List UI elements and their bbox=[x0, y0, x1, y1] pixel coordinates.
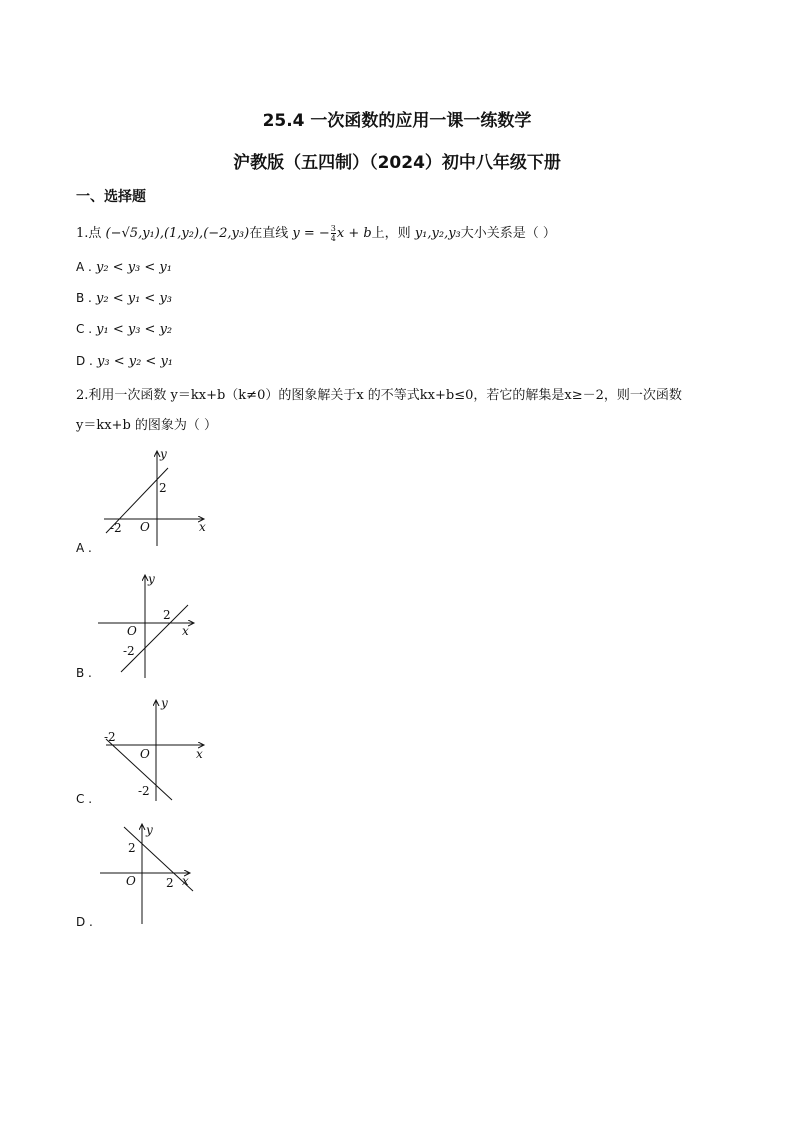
q1-option-b[interactable] bbox=[76, 291, 172, 306]
option-text: y₃ < y₂ < y₁ bbox=[97, 354, 173, 369]
option-text: y₁ < y₃ < y₂ bbox=[96, 322, 173, 337]
frac-denominator: 4 bbox=[330, 234, 336, 243]
x-intercept-label: -2 bbox=[104, 730, 116, 744]
y-intercept-label: 2 bbox=[159, 481, 167, 495]
origin-label: O bbox=[140, 747, 150, 761]
y-intercept-label: 2 bbox=[128, 841, 136, 855]
frac-numerator: 3 bbox=[330, 224, 336, 233]
x-intercept-label: -2 bbox=[110, 521, 122, 535]
q2-option-d-label[interactable]: D . bbox=[76, 915, 93, 929]
x-label: x bbox=[196, 747, 203, 761]
question-2-line2: y＝kx+b 的图象为（ ） bbox=[76, 418, 218, 433]
origin-label: O bbox=[126, 874, 136, 888]
q2-option-c-label[interactable]: C . bbox=[76, 792, 93, 806]
q1-points: (−√5,y₁),(1,y₂),(−2,y₃) bbox=[105, 226, 250, 241]
option-text: y₂ < y₁ < y₃ bbox=[96, 291, 172, 306]
y-intercept-label: -2 bbox=[138, 784, 150, 798]
x-label: x bbox=[182, 874, 189, 888]
x-intercept-label: 2 bbox=[166, 876, 174, 890]
option-label: D . bbox=[76, 354, 93, 368]
option-label: A . bbox=[76, 260, 92, 274]
origin-label: O bbox=[127, 624, 137, 638]
function-line bbox=[121, 605, 188, 672]
q1-line-prefix: y = − bbox=[292, 226, 330, 241]
question-2-line1: 2.利用一次函数 y＝kx+b（k≠0）的图象解关于x 的不等式kx+b≤0，若它的解集是x≥－2，则一次函数 bbox=[76, 388, 682, 403]
q1-mid: 在直线 bbox=[249, 226, 289, 241]
option-text: y₂ < y₃ < y₁ bbox=[95, 260, 172, 275]
q1-option-c[interactable] bbox=[76, 322, 172, 337]
y-label: y bbox=[161, 696, 168, 710]
section-heading: 一、选择题 bbox=[76, 189, 146, 205]
page-subtitle: 沪教版（五四制）（2024）初中八年级下册 bbox=[233, 153, 561, 173]
page-title: 25.4 一次函数的应用一课一练数学 bbox=[262, 111, 532, 131]
q1-tail: 上，则 bbox=[371, 226, 411, 241]
option-label: C . bbox=[76, 322, 93, 336]
origin-label: O bbox=[140, 520, 150, 534]
x-label: x bbox=[199, 520, 206, 534]
q2-option-b-label[interactable]: B . bbox=[76, 666, 92, 680]
y-label: y bbox=[146, 823, 153, 837]
q2-option-a-label[interactable]: A . bbox=[76, 541, 92, 555]
q1-fraction bbox=[331, 224, 336, 243]
q1-option-d[interactable] bbox=[76, 354, 173, 369]
graph-a[interactable] bbox=[96, 448, 216, 543]
x-intercept-label: 2 bbox=[163, 608, 171, 622]
question-1 bbox=[76, 222, 556, 243]
graph-c[interactable] bbox=[96, 697, 216, 802]
y-intercept-label: -2 bbox=[123, 644, 135, 658]
y-label: y bbox=[160, 447, 167, 461]
graph-d[interactable] bbox=[96, 822, 216, 927]
x-label: x bbox=[182, 624, 189, 638]
option-label: B . bbox=[76, 291, 92, 305]
q1-line-suffix: x + b bbox=[336, 226, 372, 241]
q1-option-a[interactable] bbox=[76, 260, 172, 275]
q1-end: 大小关系是（ ） bbox=[460, 226, 556, 241]
q1-vars: y₁,y₂,y₃ bbox=[414, 226, 461, 241]
graph-b[interactable] bbox=[96, 572, 216, 677]
q1-number: 1.点 bbox=[76, 226, 102, 241]
y-label: y bbox=[148, 572, 155, 586]
